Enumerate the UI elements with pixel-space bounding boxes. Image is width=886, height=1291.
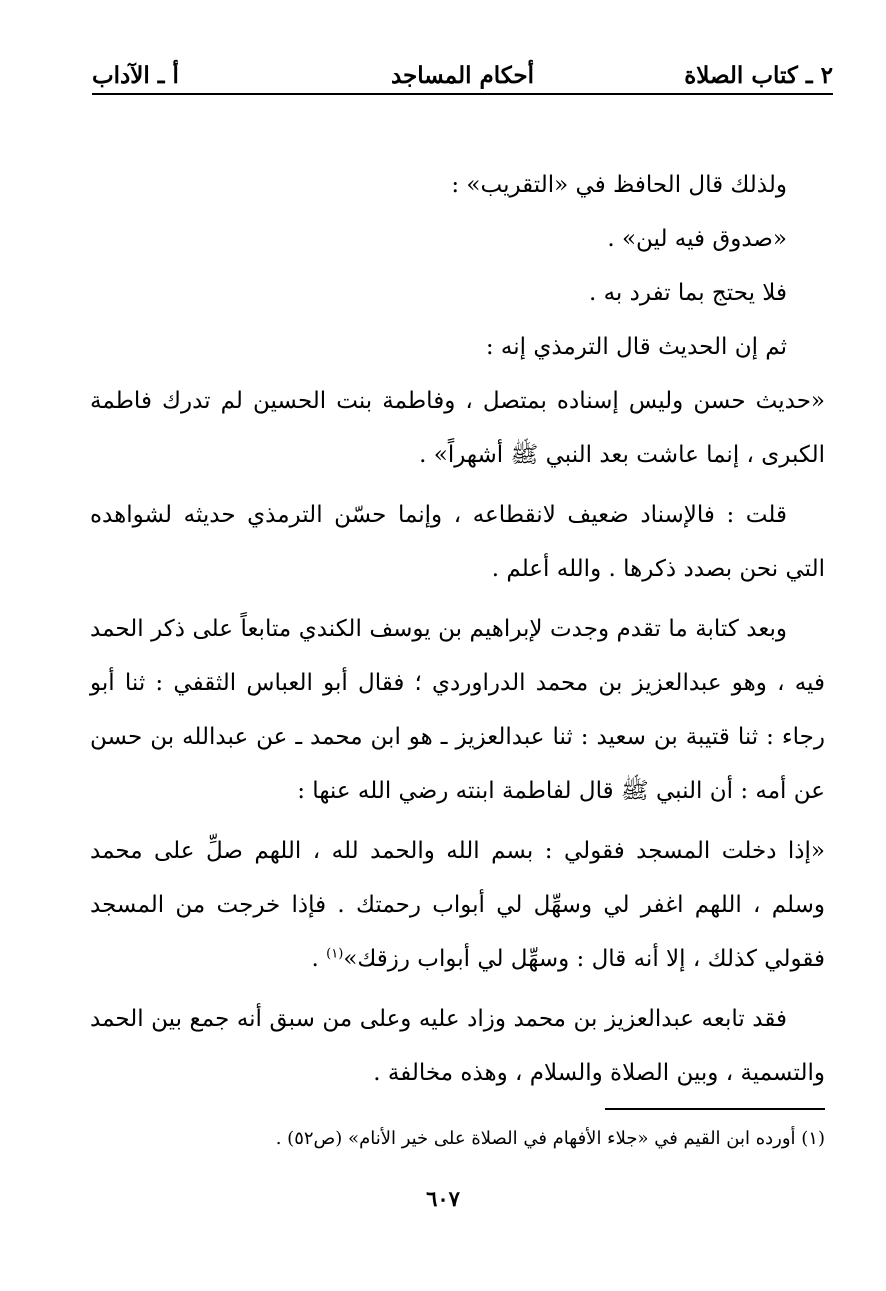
paragraph-3: فلا يحتج بما تفرد به .: [588, 280, 787, 306]
paragraph-2: «صدوق فيه لين» .: [607, 226, 787, 252]
header-divider: [92, 93, 833, 95]
header-chapter: ٢ ـ كتاب الصلاة: [684, 62, 833, 89]
page-number: ٦٠٧: [426, 1186, 460, 1211]
paragraph-6: قلت : فالإسناد ضعيف لانقطاعه ، وإنما حسّن الترمذي حديثه لشواهده التي نحن بصدد ذكرها . والله أعلم .: [90, 502, 825, 582]
paragraph-9: فقد تابعه عبدالعزيز بن محمد وزاد عليه وعلى من سبق أنه جمع بين الحمد والتسمية ، وبين الصلاة والسلام ، وهذه مخالفة .: [90, 1006, 825, 1086]
quote-end: .: [311, 946, 327, 972]
running-header: [92, 58, 833, 94]
header-section: أحكام المساجد: [390, 62, 535, 89]
footnote-divider: [605, 1108, 825, 1110]
paragraph-5-quote: «حديث حسن وليس إسناده بمتصل ، وفاطمة بنت الحسين لم تدرك فاطمة الكبرى ، إنما عاشت بعد النبي ﷺ أشهراً» .: [90, 388, 825, 468]
paragraph-7: وبعد كتابة ما تقدم وجدت لإبراهيم بن يوسف الكندي متابعاً على ذكر الحمد فيه ، وهو عبدالعزيز بن محمد الدراوردي ؛ فقال أبو العباس الثقفي : ثنا أبو رجاء : ثنا قتيبة بن سعيد : ثنا عبدالعزيز ـ هو ابن محمد ـ عن عبدالله بن حسن عن أمه : أن النبي ﷺ قال لفاطمة ابنته رضي الله عنها :: [90, 616, 825, 804]
paragraph-4: ثم إن الحديث قال الترمذي إنه :: [485, 334, 787, 360]
header-subsection: أ ـ الآداب: [92, 62, 179, 89]
main-text: [90, 158, 825, 1100]
quote-text: «إذا دخلت المسجد فقولي : بسم الله والحمد لله ، اللهم صلِّ على محمد وسلم ، اللهم اغفر لي وسهِّل لي أبواب رحمتك . فإذا خرجت من المسجد فقولي كذلك ، إلا أنه قال : وسهِّل لي أبواب رزقك»: [90, 838, 825, 972]
footnote-reference: (١): [326, 946, 344, 962]
footnote-text: (١) أورده ابن القيم في «جلاء الأفهام في الصلاة على خير الأنام» (ص٥٢) .: [275, 1128, 825, 1149]
paragraph-8-quote: [90, 824, 825, 986]
paragraph-1: ولذلك قال الحافظ في «التقريب» :: [451, 172, 787, 198]
